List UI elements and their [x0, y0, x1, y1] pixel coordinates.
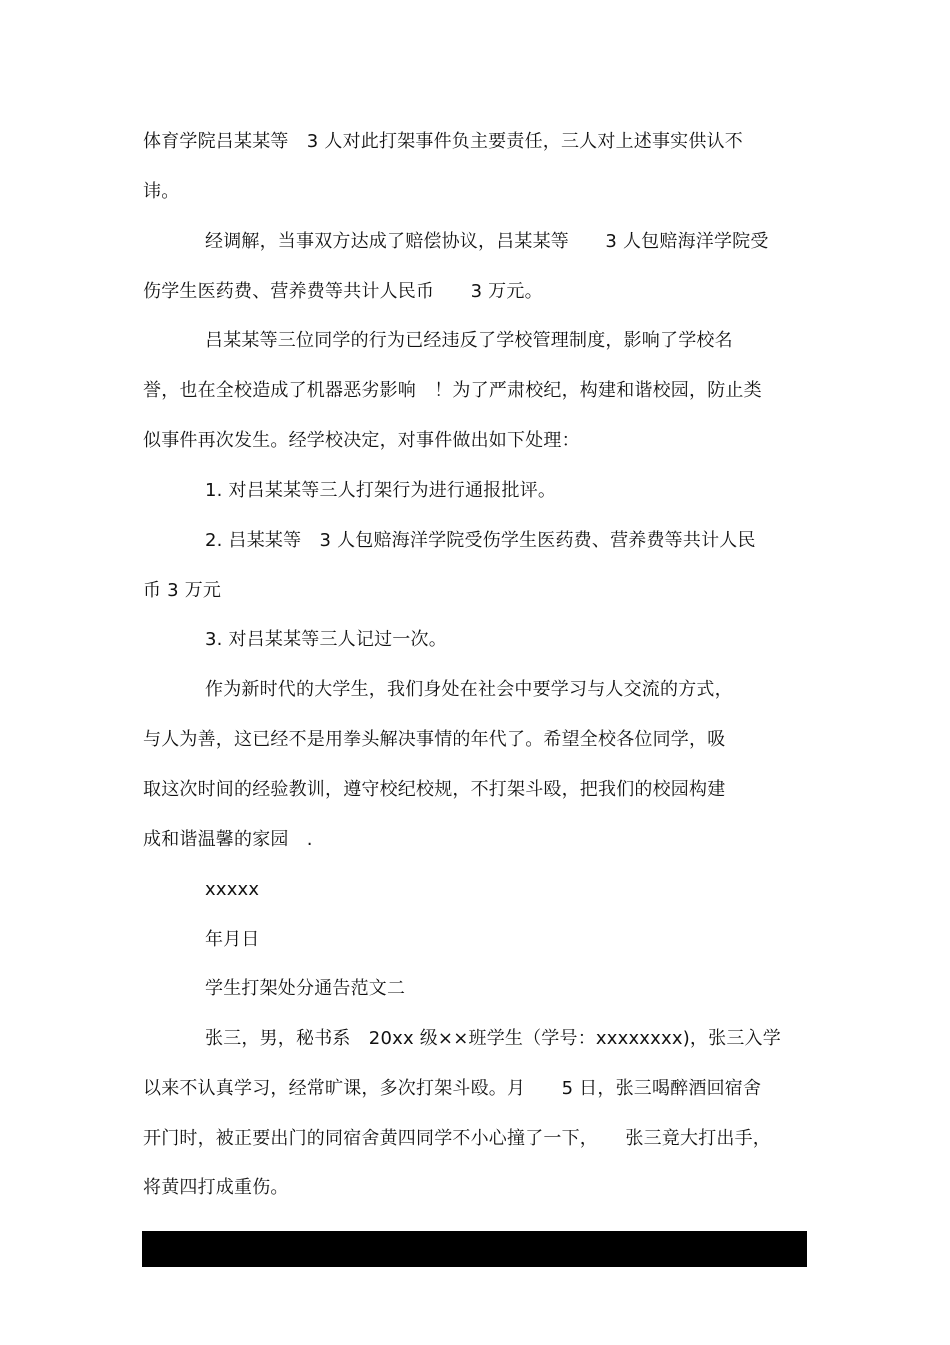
- signature: xxxxx: [205, 879, 260, 900]
- paragraph-line: 誉，也在全校造成了机器恶劣影响 ！为了严肃校纪，构建和谐校园，防止类: [143, 380, 762, 401]
- paragraph-line: 将黄四打成重伤。: [143, 1177, 289, 1198]
- paragraph-line: 成和谐温馨的家园 .: [143, 829, 313, 850]
- list-item: 1. 对吕某某等三人打架行为进行通报批评。: [205, 480, 557, 501]
- paragraph-line: 开门时，被正要出门的同宿舍黄四同学不小心撞了一下， 张三竟大打出手，: [143, 1128, 771, 1149]
- paragraph-line: 以来不认真学习，经常旷课，多次打架斗殴。月 5 日，张三喝醉酒回宿舍: [143, 1078, 762, 1099]
- paragraph-line: 与人为善，这已经不是用拳头解决事情的年代了。希望全校各位同学，吸: [143, 729, 726, 750]
- paragraph-line: 似事件再次发生。经学校决定，对事件做出如下处理：: [143, 430, 580, 451]
- section-title: 学生打架处分通告范文二: [205, 978, 406, 999]
- paragraph-line: 作为新时代的大学生，我们身处在社会中要学习与人交流的方式，: [205, 679, 733, 700]
- paragraph-line: 体育学院吕某某等 3 人对此打架事件负主要责任，三人对上述事实供认不: [143, 131, 743, 152]
- paragraph-line: 币 3 万元: [143, 580, 222, 601]
- list-item: 2. 吕某某等 3 人包赔海洋学院受伤学生医药费、营养费等共计人民: [205, 530, 756, 551]
- paragraph-line: 吕某某等三位同学的行为已经违反了学校管理制度，影响了学校名: [205, 330, 733, 351]
- list-item: 3. 对吕某某等三人记过一次。: [205, 629, 447, 650]
- paragraph-line: 取这次时间的经验教训，遵守校纪校规，不打架斗殴，把我们的校园构建: [143, 779, 726, 800]
- paragraph-line: 张三，男，秘书系 20xx 级××班学生（学号：xxxxxxxx)，张三入学: [205, 1028, 781, 1049]
- paragraph-line: 经调解，当事双方达成了赔偿协议，吕某某等 3 人包赔海洋学院受: [205, 231, 769, 252]
- paragraph-line: 讳。: [143, 181, 180, 202]
- paragraph-line: 伤学生医药费、营养费等共计人民币 3 万元。: [143, 281, 543, 302]
- date-line: 年月日: [205, 929, 260, 950]
- black-bar: [142, 1231, 807, 1267]
